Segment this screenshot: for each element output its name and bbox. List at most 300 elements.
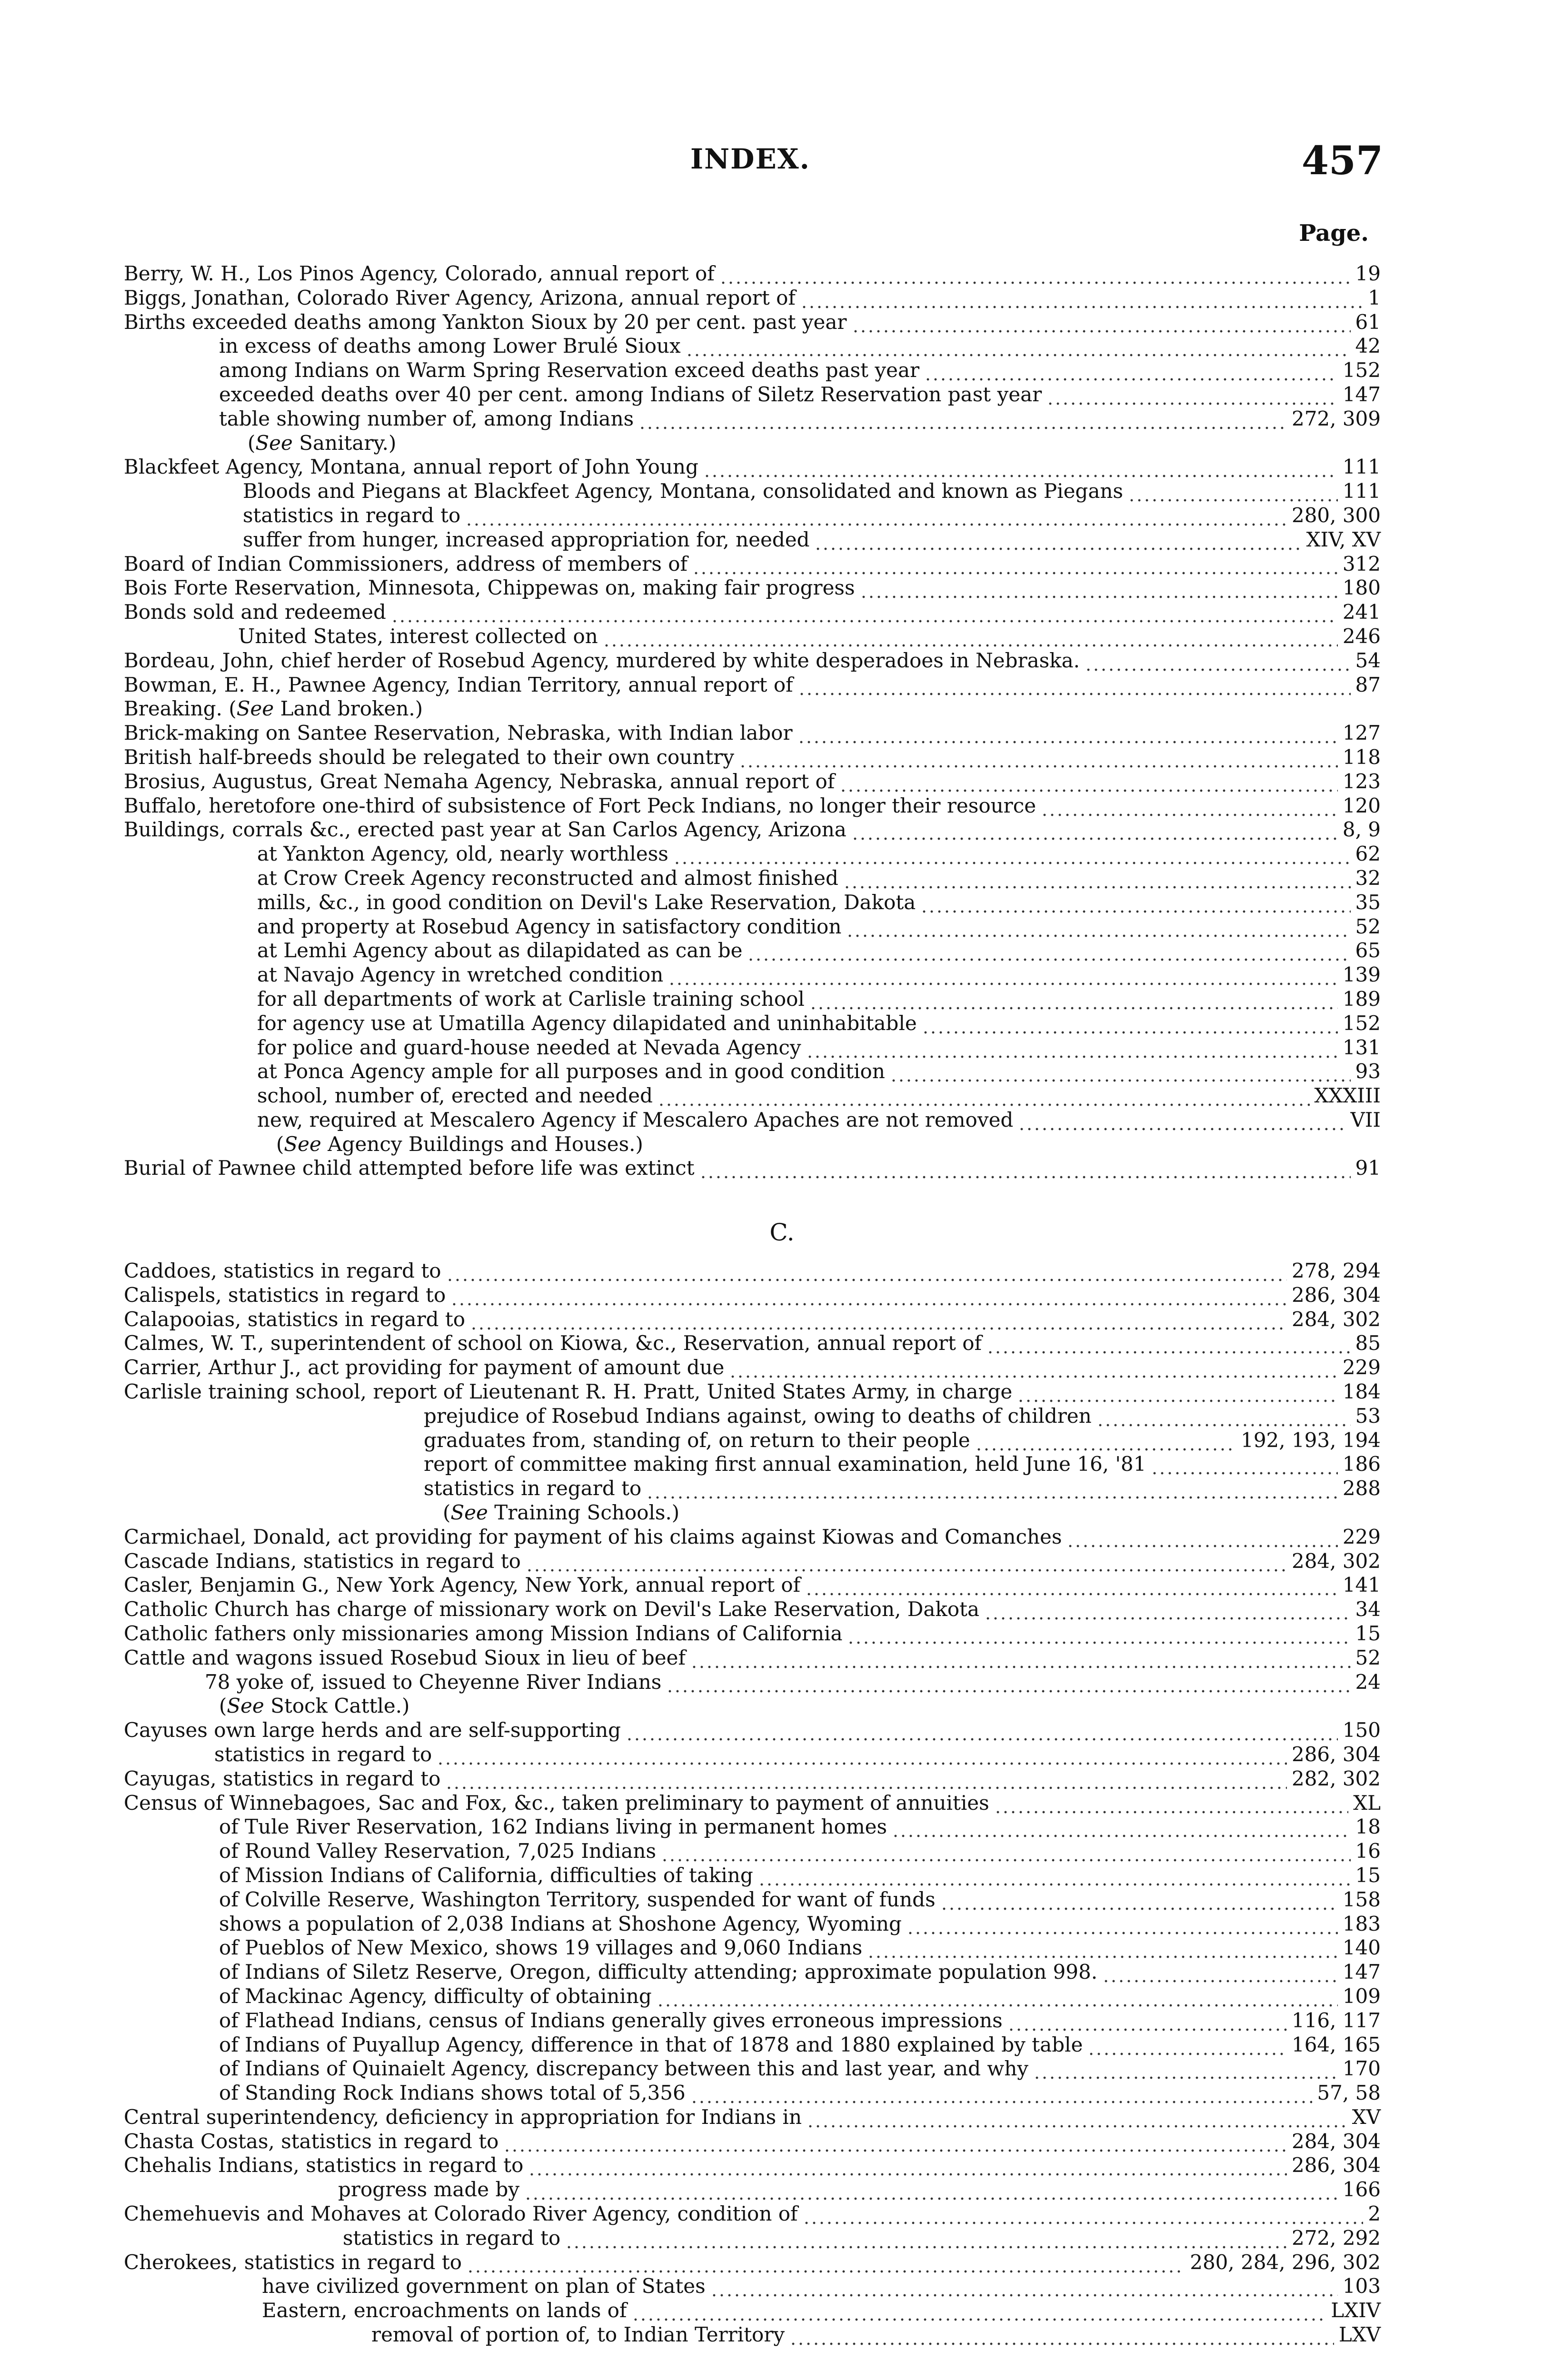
index-entry-text: Bonds sold and redeemed [124,600,386,624]
index-entry [124,770,1381,794]
index-entry [124,721,1381,745]
index-entry [124,2226,1381,2251]
dot-leader [814,528,1301,552]
dot-leader [867,1936,1338,1960]
index-entry-pages: 282, 302 [1291,1766,1381,1790]
dot-leader [747,939,1350,963]
index-entry-text: of Mission Indians of California, difficulties of taking [219,1863,753,1887]
index-entry-text: of Tule River Reservation, 162 Indians living in permanent homes [219,1815,887,1839]
index-entry-text: Brosius, Augustus, Great Nemaha Agency, Nebraska, annual report of [124,769,835,793]
index-entry-text: British half-breeds should be relegated to their own country [124,745,735,769]
index-entry [124,866,1381,891]
index-entry [124,625,1381,649]
index-entry-text: Chasta Costas, statistics in regard to [124,2129,499,2153]
index-entry-pages: 127 [1342,721,1381,745]
index-entry [124,673,1381,697]
index-entry-text: progress made by [338,2178,520,2202]
index-entry [124,2009,1381,2033]
index-entry [124,2081,1381,2105]
running-title: INDEX. [690,143,810,175]
index-entry-text: of Indians of Siletz Reserve, Oregon, difficulty attending; approximate population 998. [219,1960,1098,1984]
dot-leader [890,1060,1351,1084]
index-entry-pages: 241 [1342,600,1381,624]
index-entry-text: mills, &c., in good condition on Devil's Lake Reservation, Dakota [257,890,916,914]
index-entry [124,1670,1381,1695]
index-entry-text: Chemehuevis and Mohaves at Colorado River Agency, condition of [124,2202,798,2226]
index-entry-pages: 53 [1355,1404,1381,1428]
dot-leader [803,2202,1364,2226]
index-entry-pages: 284, 304 [1291,2129,1381,2153]
index-entry [124,552,1381,576]
dot-leader [852,310,1351,335]
index-entry-pages: 19 [1355,262,1381,285]
dot-leader [940,1888,1338,1912]
index-entry-pages: 57, 58 [1317,2081,1381,2105]
dot-leader [401,431,1376,456]
index-entry [124,1428,1381,1453]
index-entry-text: Catholic Church has charge of missionary work on Devil's Lake Reservation, Dakota [124,1597,980,1621]
index-entry-text: removal of portion of, to Indian Territory [371,2323,785,2347]
index-entry [124,504,1381,528]
dot-leader [797,721,1338,745]
index-entry [124,1718,1381,1743]
index-entry-pages: LXV [1338,2323,1381,2347]
dot-leader [1046,383,1338,407]
index-entry [124,1501,1381,1525]
dot-leader [843,866,1351,891]
dot-leader [445,1767,1287,1791]
index-entry [124,1912,1381,1936]
dot-leader [526,1549,1287,1574]
index-entry [124,1743,1381,1767]
dot-leader [648,1132,1376,1157]
index-entry [124,1694,1381,1718]
dot-leader [719,262,1351,286]
index-entry-pages: 152 [1342,1011,1381,1035]
index-entry [124,1815,1381,1839]
index-entry [124,1477,1381,1501]
index-entry-text: table showing number of, among Indians [219,407,634,430]
dot-leader [907,1912,1338,1936]
index-entry-pages: 120 [1342,793,1381,817]
index-entry-text: Calispels, statistics in regard to [124,1283,446,1307]
index-entry-text: Cattle and wagons issued Rosebud Sioux in lieu of beef [124,1646,686,1669]
index-entry-text: Bois Forte Reservation, Minnesota, Chippewas on, making fair progress [124,576,855,600]
dot-leader [673,842,1351,866]
dot-leader [437,1743,1287,1767]
dot-leader [684,1501,1376,1525]
index-entry-pages: LXIV [1331,2299,1381,2322]
dot-leader [414,1694,1376,1718]
dot-leader [892,1815,1350,1839]
index-entry-pages: 152 [1342,358,1381,382]
index-entry [124,1791,1381,1815]
index-entry [124,794,1381,818]
index-entry-text: statistics in regard to [424,1477,642,1500]
index-entry [124,600,1381,625]
index-entry-text: exceeded deaths over 40 per cent. among Indians of Siletz Reservation past year [219,382,1042,406]
index-entry [124,1597,1381,1622]
index-entry [124,2130,1381,2154]
index-entry [124,1646,1381,1670]
index-entry-text: new, required at Mescalero Agency if Mescalero Apaches are not removed [257,1108,1014,1131]
index-entry-pages: 170 [1342,2057,1381,2081]
index-entry-pages: 109 [1342,1984,1381,2008]
index-entry-text: in excess of deaths among Lower Brulé Sioux [219,334,681,358]
index-entry [124,1259,1381,1283]
index-entry-text: statistics in regard to [214,1742,432,1766]
dot-leader [692,552,1338,576]
index-entry-text: Central superintendency, deficiency in appropriation for Indians in [124,2105,802,2129]
index-entry-pages: VII [1350,1108,1381,1131]
dot-leader [428,697,1376,721]
index-entry-text: at Yankton Agency, old, nearly worthless [257,842,668,866]
index-entry-text: Carlisle training school, report of Lieutenant R. H. Pratt, United States Army, in charge [124,1379,1013,1403]
dot-leader [646,1477,1338,1501]
index-entry-pages: 139 [1342,963,1381,987]
dot-leader [446,1259,1287,1283]
index-entry-pages: 62 [1355,842,1381,866]
dot-leader [668,963,1338,987]
index-entry-pages: 111 [1342,479,1381,503]
index-entry-text: for agency use at Umatilla Agency dilapidated and uninhabitable [257,1011,917,1035]
index-entry-text: school, number of, erected and needed [257,1084,653,1108]
index-entry-pages: 158 [1342,1887,1381,1911]
dot-leader [922,1012,1338,1036]
index-entry [124,2299,1381,2323]
dot-leader [846,915,1350,939]
index-entry-text: Carmichael, Donald, act providing for payment of his claims against Kiowas and Comanches [124,1525,1062,1548]
index-entry-pages: 42 [1355,334,1381,358]
dot-leader [839,770,1337,794]
index-entry-pages: 118 [1342,745,1381,769]
index-entry [124,2033,1381,2057]
index-entry-text: Cayugas, statistics in regard to [124,1766,441,1790]
index-entry-pages: 32 [1355,866,1381,890]
index-entry-pages: 87 [1355,673,1381,696]
index-entry-pages: 180 [1342,576,1381,600]
index-entry-pages: 65 [1355,939,1381,962]
index-entry-text: statistics in regard to [343,2226,561,2250]
index-entry [124,2323,1381,2347]
dot-leader [1102,1960,1338,1984]
index-entry-pages: 278, 294 [1291,1259,1381,1282]
dot-leader [1018,1108,1345,1132]
index-entry-text: and property at Rosebud Agency in satisfactory condition [257,914,842,938]
index-entry [124,1308,1381,1332]
dot-leader [805,1573,1338,1597]
index-entry [124,1888,1381,1912]
index-entry-text: Calmes, W. T., superintendent of school on Kiowa, &c., Reservation, annual report of [124,1331,982,1355]
index-entry-pages: 140 [1342,1936,1381,1960]
index-entry-pages: 312 [1342,552,1381,575]
index-entry [124,649,1381,673]
dot-leader [1096,1404,1351,1428]
index-entry-text: Chehalis Indians, statistics in regard to [124,2153,524,2177]
index-entry-text: 78 yoke of, issued to Cheyenne River Indians [205,1670,662,1694]
index-entry-text: Board of Indian Commissioners, address of members of [124,552,688,575]
index-entry-pages: 272, 292 [1291,2226,1381,2250]
index-section-b [124,262,1381,1180]
dot-leader [1151,1452,1337,1477]
index-entry-pages: 85 [1355,1331,1381,1355]
index-entry-pages: 111 [1342,455,1381,479]
dot-leader [528,2153,1287,2178]
index-entry-pages: 141 [1342,1573,1381,1597]
index-entry [124,939,1381,963]
dot-leader [1066,1525,1337,1549]
dot-leader [626,1718,1338,1743]
index-entry-text: (See Stock Cattle.) [219,1694,410,1718]
dot-leader [690,2081,1313,2105]
index-entry-pages: 2 [1368,2202,1381,2226]
index-entry [124,334,1381,358]
section-letter-c: C. [769,1219,795,1246]
index-entry-text: among Indians on Warm Spring Reservation exceed deaths past year [219,358,920,382]
index-entry [124,1549,1381,1574]
page-column-label: Page. [1299,220,1369,247]
index-entry-text: Carrier, Arthur J., act providing for payment of amount due [124,1356,725,1379]
index-entry [124,842,1381,866]
index-entry [124,1936,1381,1960]
index-entry-text: (See Training Schools.) [443,1500,680,1524]
dot-leader [467,2251,1185,2275]
index-entry-pages: 1 [1368,286,1381,309]
index-entry [124,1132,1381,1157]
index-entry-pages: 229 [1342,1356,1381,1379]
dot-leader [1033,2057,1338,2081]
index-entry-pages: XV [1352,2105,1381,2129]
index-entry-text: Blackfeet Agency, Montana, annual report of John Young [124,455,698,479]
dot-leader [632,2299,1326,2323]
index-entry-pages: 272, 309 [1291,407,1381,430]
index-entry-pages: 18 [1355,1815,1381,1839]
index-entry [124,431,1381,456]
dot-leader [603,625,1338,649]
index-entry-text: shows a population of 2,038 Indians at Shoshone Agency, Wyoming [219,1912,902,1935]
index-entry-pages: 284, 302 [1291,1307,1381,1331]
index-entry-text: Biggs, Jonathan, Colorado River Agency, Arizona, annual report of [124,286,796,309]
dot-leader [710,2274,1338,2299]
index-section-c [124,1259,1381,2347]
index-entry-text: Catholic fathers only missionaries among Mission Indians of California [124,1621,843,1645]
index-entry-pages: 147 [1342,382,1381,406]
index-entry-text: Cascade Indians, statistics in regard to [124,1549,521,1573]
index-entry [124,1012,1381,1036]
dot-leader [800,286,1363,310]
index-entry [124,358,1381,383]
index-entry [124,1839,1381,1864]
index-entry-text: Buffalo, heretofore one-third of subsistence of Fort Peck Indians, no longer their resource [124,793,1036,817]
dot-leader [450,1283,1287,1308]
index-entry-text: at Crow Creek Agency reconstructed and almost finished [257,866,838,890]
index-entry-text: graduates from, standing of, on return to their people [424,1428,970,1452]
index-entry-pages: 103 [1342,2274,1381,2298]
index-entry [124,1036,1381,1060]
index-entry-text: Cayuses own large herds and are self-supporting [124,1718,621,1742]
index-entry [124,1525,1381,1549]
index-entry [124,891,1381,915]
dot-leader [524,2178,1338,2202]
index-entry-text: Brick-making on Santee Reservation, Nebraska, with Indian labor [124,721,793,745]
index-entry-pages: XIV, XV [1306,527,1381,551]
index-entry-text: United States, interest collected on [238,624,598,648]
index-entry [124,1404,1381,1428]
index-entry [124,1060,1381,1084]
index-entry [124,2057,1381,2081]
index-entry-pages: 286, 304 [1291,1283,1381,1307]
index-entry-pages: 61 [1355,310,1381,334]
dot-leader [984,1597,1350,1622]
index-entry-text: at Navajo Agency in wretched condition [257,963,664,987]
index-entry-pages: 8, 9 [1342,818,1381,842]
index-entry [124,1960,1381,1984]
dot-leader [657,1984,1338,2009]
index-entry-text: Breaking. (See Land broken.) [124,697,423,721]
index-entry-pages: 54 [1355,648,1381,672]
index-entry-pages: XXXIII [1314,1084,1381,1108]
dot-leader [994,1791,1348,1815]
index-entry-pages: 91 [1355,1156,1381,1180]
index-entry-text: (See Agency Buildings and Houses.) [276,1132,643,1156]
index-entry-pages: 288 [1342,1477,1381,1500]
index-entry [124,407,1381,431]
index-entry-pages: 35 [1355,890,1381,914]
dot-leader [690,1646,1351,1670]
index-entry-pages: 52 [1355,914,1381,938]
dot-leader [986,1331,1350,1356]
index-entry [124,2153,1381,2178]
index-entry-pages: 15 [1355,1621,1381,1645]
index-entry-pages: 15 [1355,1863,1381,1887]
index-entry-text: of Flathead Indians, census of Indians generally gives erroneous impressions [219,2008,1003,2032]
dot-leader [391,600,1338,625]
index-entry [124,262,1381,286]
index-entry [124,1380,1381,1404]
dot-leader [657,1084,1310,1108]
dot-leader [789,2323,1334,2347]
dot-leader [565,2226,1287,2251]
index-entry-pages: 52 [1355,1646,1381,1669]
dot-leader [729,1356,1337,1380]
index-entry [124,1156,1381,1180]
index-entry-pages: 183 [1342,1912,1381,1935]
dot-leader [798,673,1351,697]
index-entry-text: Berry, W. H., Los Pinos Agency, Colorado, annual report of [124,262,715,285]
index-entry-text: Bloods and Piegans at Blackfeet Agency, Montana, consolidated and known as Piegans [243,479,1123,503]
index-entry-pages: 166 [1342,2178,1381,2202]
dot-leader [1128,479,1338,504]
index-entry-pages: 116, 117 [1291,2008,1381,2032]
index-entry-pages: XL [1353,1791,1381,1815]
index-entry-pages: 123 [1342,769,1381,793]
index-entry-pages: 93 [1355,1060,1381,1083]
index-entry-text: Buildings, corrals &c., erected past year at San Carlos Agency, Arizona [124,818,847,842]
index-entry-text: of Pueblos of New Mexico, shows 19 villages and 9,060 Indians [219,1936,863,1960]
index-entry [124,818,1381,842]
dot-leader [1007,2009,1287,2033]
index-entry [124,2202,1381,2226]
index-entry [124,2274,1381,2299]
index-entry-text: Births exceeded deaths among Yankton Sioux by 20 per cent. past year [124,310,847,334]
dot-leader [1087,2033,1287,2057]
dot-leader [807,2105,1347,2130]
dot-leader [806,1036,1338,1060]
index-entry-text: statistics in regard to [243,503,461,527]
index-entry-text: Burial of Pawnee child attempted before life was extinct [124,1156,695,1180]
index-entry [124,697,1381,721]
index-entry [124,963,1381,987]
index-entry-text: Caddoes, statistics in regard to [124,1259,441,1282]
index-entry-text: prejudice of Rosebud Indians against, owing to deaths of children [424,1404,1092,1428]
index-entry-text: Eastern, encroachments on lands of [262,2299,627,2322]
dot-leader [638,407,1287,431]
index-entry [124,1108,1381,1132]
index-entry-pages: 147 [1342,1960,1381,1984]
index-entry [124,745,1381,770]
index-entry [124,1452,1381,1477]
index-entry [124,1283,1381,1308]
index-entry-text: Cherokees, statistics in regard to [124,2250,462,2274]
index-entry-text: for police and guard-house needed at Nevada Agency [257,1035,801,1059]
dot-leader [699,1156,1351,1180]
dot-leader [975,1428,1236,1453]
index-entry [124,1864,1381,1888]
index-entry-pages: 24 [1355,1670,1381,1694]
index-entry-pages: 284, 302 [1291,1549,1381,1573]
index-entry [124,1573,1381,1597]
index-entry [124,286,1381,310]
index-entry-pages: 34 [1355,1597,1381,1621]
dot-leader [739,745,1338,770]
index-entry [124,2178,1381,2202]
index-entry [124,310,1381,335]
dot-leader [503,2130,1287,2154]
index-entry-text: have civilized government on plan of States [262,2274,706,2298]
dot-leader [860,576,1338,600]
index-entry [124,383,1381,407]
index-entry-pages: 186 [1342,1452,1381,1476]
index-entry [124,2105,1381,2130]
index-entry-text: at Lemhi Agency about as dilapidated as can be [257,939,743,962]
index-entry-text: for all departments of work at Carlisle training school [257,987,805,1011]
index-entry-pages: 280, 284, 296, 302 [1190,2250,1381,2274]
index-entry-text: of Round Valley Reservation, 7,025 Indians [219,1839,657,1863]
index-entry-pages: 184 [1342,1379,1381,1403]
page-number: 457 [1301,138,1383,184]
index-entry-text: of Colville Reserve, Washington Territory, suspended for want of funds [219,1887,936,1911]
index-entry-pages: 229 [1342,1525,1381,1548]
dot-leader [703,455,1338,479]
index-entry [124,1622,1381,1646]
index-entry-pages: 286, 304 [1291,1742,1381,1766]
index-entry-pages: 131 [1342,1035,1381,1059]
index-entry [124,915,1381,939]
index-entry-text: Bordeau, John, chief herder of Rosebud Agency, murdered by white desperadoes in Nebraska. [124,648,1080,672]
dot-leader [924,358,1338,383]
page-header [0,138,1564,195]
index-entry-text: Census of Winnebagoes, Sac and Fox, &c., taken preliminary to payment of annuities [124,1791,989,1815]
dot-leader [465,504,1287,528]
dot-leader [1041,794,1338,818]
index-entry [124,1331,1381,1356]
index-entry-text: suffer from hunger, increased appropriation for, needed [243,527,810,551]
dot-leader [661,1839,1351,1864]
dot-leader [809,987,1338,1012]
index-entry-pages: 246 [1342,624,1381,648]
index-entry [124,1356,1381,1380]
dot-leader [920,891,1350,915]
